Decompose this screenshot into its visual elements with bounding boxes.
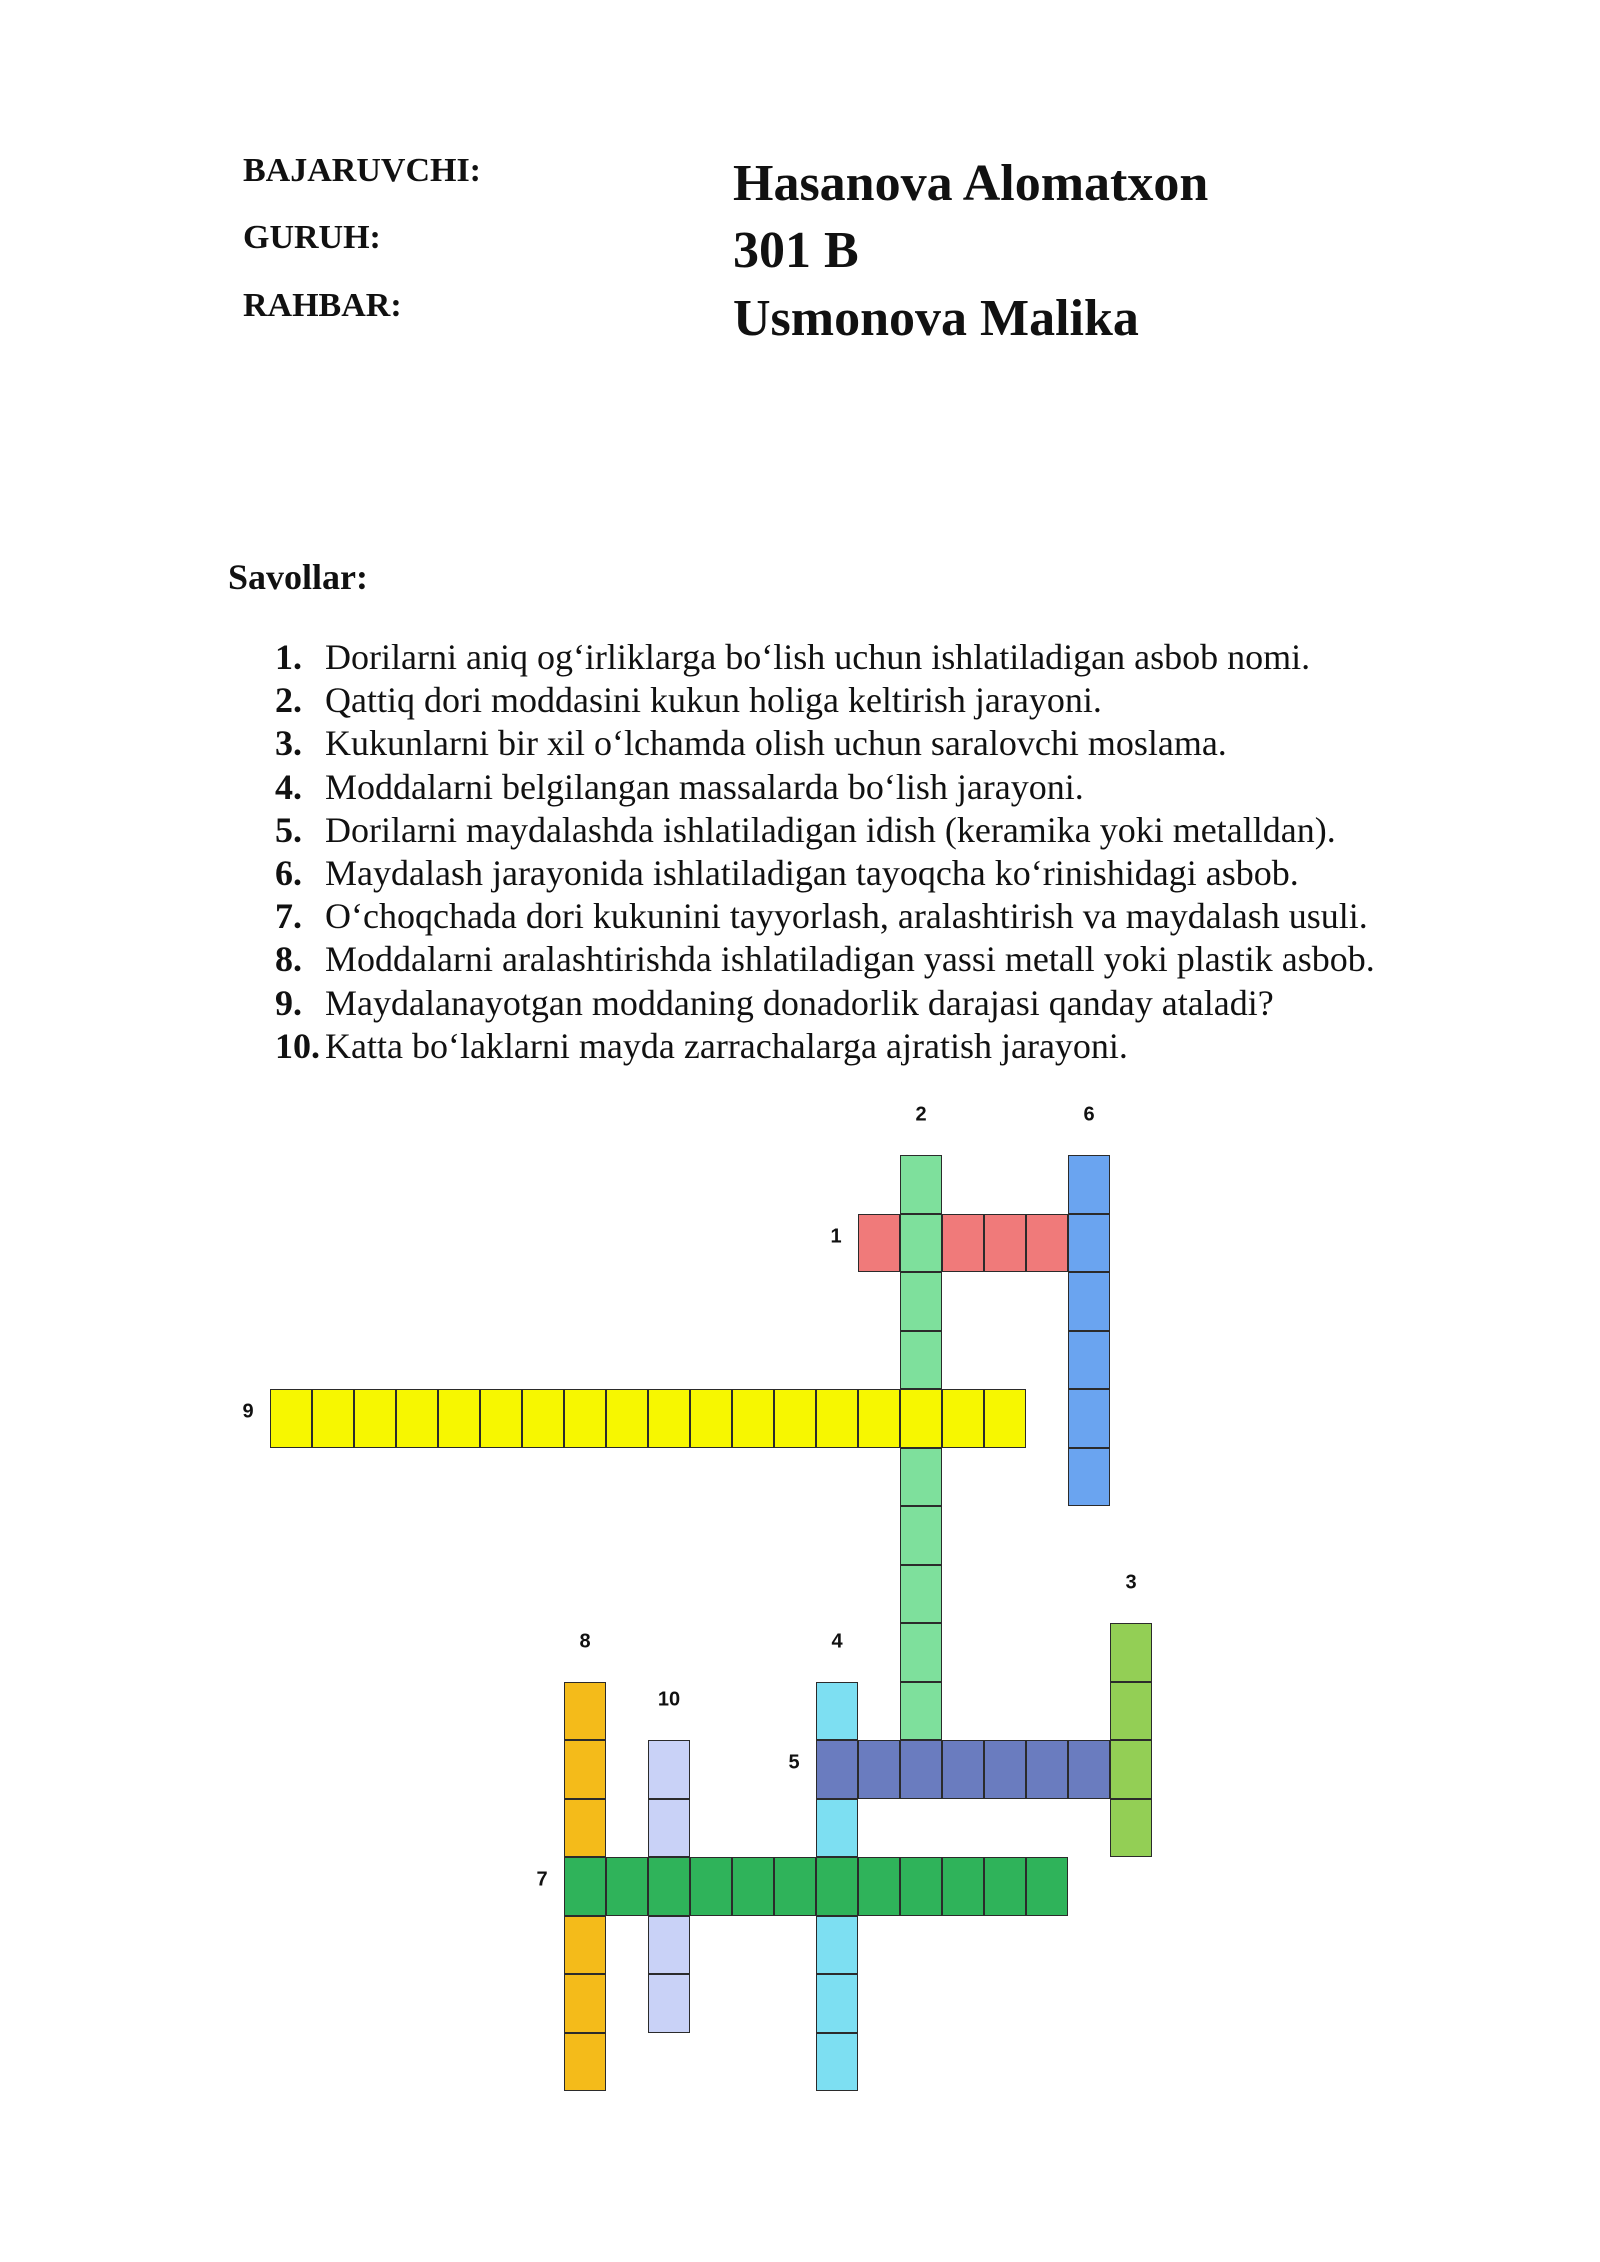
question-item (275, 722, 1375, 765)
crossword-cell (858, 1857, 900, 1916)
question-text: Maydalanayotgan moddaning donadorlik darajasi qanday ataladi? (325, 982, 1274, 1023)
crossword-cell (522, 1389, 564, 1448)
crossword-cell (648, 1740, 690, 1799)
performer-name: Hasanova Alomatxon (733, 155, 1209, 212)
crossword-cell (606, 1857, 648, 1916)
crossword-cell (564, 1682, 606, 1741)
crossword-cell (816, 1916, 858, 1975)
crossword-cell (1068, 1331, 1110, 1390)
crossword-cell (732, 1857, 774, 1916)
question-text: Maydalash jarayonida ishlatiladigan tayoqcha ko‘rinishidagi asbob. (325, 852, 1299, 893)
crossword-cell (732, 1389, 774, 1448)
supervisor-label: RAHBAR: (243, 287, 402, 324)
crossword-cell (816, 1740, 858, 1799)
crossword-cell (564, 1974, 606, 2033)
question-text: Qattiq dori moddasini kukun holiga keltirish jarayoni. (325, 680, 1102, 721)
crossword-cell (648, 1916, 690, 1975)
clue-number-3: 3 (1125, 1571, 1137, 1594)
crossword-cell (900, 1448, 942, 1507)
questions-heading: Savollar: (228, 557, 368, 597)
question-item (275, 766, 1375, 809)
crossword-cell (312, 1389, 354, 1448)
crossword-cell (900, 1214, 942, 1273)
question-number: 10. (275, 1025, 320, 1066)
crossword-cell (858, 1740, 900, 1799)
crossword-cell (1026, 1857, 1068, 1916)
crossword-cell (564, 2033, 606, 2092)
question-item (275, 895, 1375, 938)
crossword-cell (1110, 1740, 1152, 1799)
question-item (275, 636, 1375, 679)
question-text: O‘choqchada dori kukunini tayyorlash, aralashtirish va maydalash usuli. (325, 896, 1368, 937)
question-item (275, 679, 1375, 722)
crossword-cell (816, 1857, 858, 1916)
question-number: 9. (275, 982, 302, 1023)
question-text: Katta bo‘laklarni mayda zarrachalarga ajratish jarayoni. (325, 1025, 1128, 1066)
crossword-cell (1068, 1389, 1110, 1448)
supervisor-name: Usmonova Malika (733, 290, 1139, 347)
crossword-cell (774, 1389, 816, 1448)
crossword-cell (1110, 1682, 1152, 1741)
clue-number-2: 2 (915, 1103, 927, 1126)
question-text: Dorilarni maydalashda ishlatiladigan idish (keramika yoki metalldan). (325, 809, 1336, 850)
crossword-cell (690, 1389, 732, 1448)
crossword-cell (1068, 1740, 1110, 1799)
crossword-cell (816, 1682, 858, 1741)
question-number: 4. (275, 766, 302, 807)
crossword-cell (858, 1214, 900, 1273)
crossword-cell (858, 1389, 900, 1448)
crossword-cell (900, 1272, 942, 1331)
crossword-cell (900, 1389, 942, 1448)
clue-number-8: 8 (579, 1630, 591, 1652)
question-text: Kukunlarni bir xil o‘lchamda olish uchun saralovchi moslama. (325, 723, 1227, 764)
crossword-cell (1068, 1272, 1110, 1331)
crossword-cell (984, 1389, 1026, 1448)
question-number: 1. (275, 637, 302, 677)
question-text: Moddalarni belgilangan massalarda bo‘lish jarayoni. (325, 766, 1084, 807)
crossword-cell (396, 1389, 438, 1448)
crossword-cell (900, 1682, 942, 1741)
crossword-cell (1110, 1623, 1152, 1682)
crossword-cell (606, 1389, 648, 1448)
crossword-cell (1068, 1214, 1110, 1273)
group-label: GURUH: (243, 219, 381, 256)
crossword-cell (900, 1155, 942, 1214)
question-item (275, 809, 1375, 852)
crossword-cell (564, 1916, 606, 1975)
performer-label: BAJARUVCHI: (243, 152, 481, 189)
crossword-cell (564, 1740, 606, 1799)
crossword-cell (564, 1857, 606, 1916)
crossword-cell (1068, 1448, 1110, 1507)
crossword-cell (354, 1389, 396, 1448)
crossword-cell (900, 1623, 942, 1682)
crossword-cell (648, 1799, 690, 1858)
question-number: 8. (275, 939, 302, 980)
question-number: 2. (275, 680, 302, 721)
crossword-cell (816, 1389, 858, 1448)
crossword-cell (942, 1740, 984, 1799)
clue-number-1: 1 (830, 1225, 842, 1248)
clue-number-6: 6 (1083, 1103, 1095, 1126)
crossword-cell (564, 1799, 606, 1858)
crossword-cell (480, 1389, 522, 1448)
question-text: Dorilarni aniq og‘irliklarga bo‘lish uchun ishlatiladigan asbob nomi. (325, 637, 1311, 677)
crossword-cell (648, 1857, 690, 1916)
question-number: 6. (275, 852, 302, 893)
crossword-cell (1110, 1799, 1152, 1858)
question-item (275, 938, 1375, 981)
crossword-cell (648, 1974, 690, 2033)
crossword-cell (942, 1857, 984, 1916)
crossword-cell (774, 1857, 816, 1916)
crossword-cell (984, 1740, 1026, 1799)
crossword-cell (816, 2033, 858, 2092)
crossword-cell (900, 1506, 942, 1565)
question-item (275, 852, 1375, 895)
question-text: Moddalarni aralashtirishda ishlatiladigan yassi metall yoki plastik asbob. (325, 939, 1375, 980)
question-item (275, 982, 1375, 1025)
crossword-cell (648, 1389, 690, 1448)
clue-number-9: 9 (242, 1400, 254, 1423)
crossword-cell (900, 1740, 942, 1799)
question-item (275, 1025, 1375, 1068)
crossword-cell (1068, 1155, 1110, 1214)
question-number: 7. (275, 896, 302, 937)
group-value: 301 B (733, 222, 859, 279)
clue-number-4: 4 (831, 1630, 843, 1652)
crossword-cell (1026, 1214, 1068, 1273)
crossword-cell (900, 1857, 942, 1916)
crossword-cell (438, 1389, 480, 1448)
questions-list (275, 636, 1375, 1068)
crossword-cell (984, 1214, 1026, 1273)
crossword-cell (816, 1974, 858, 2033)
question-number: 5. (275, 809, 302, 850)
crossword-cell (270, 1389, 312, 1448)
clue-number-7: 7 (536, 1868, 548, 1891)
crossword-cell (816, 1799, 858, 1858)
clue-number-5: 5 (788, 1751, 800, 1774)
crossword-cell (900, 1331, 942, 1390)
crossword-cell (690, 1857, 732, 1916)
crossword-cell (900, 1565, 942, 1624)
crossword-cell (942, 1214, 984, 1273)
crossword-cell (564, 1389, 606, 1448)
question-number: 3. (275, 723, 302, 764)
crossword-cell (942, 1389, 984, 1448)
crossword-cell (1026, 1740, 1068, 1799)
clue-number-10: 10 (657, 1688, 681, 1711)
crossword-cell (984, 1857, 1026, 1916)
